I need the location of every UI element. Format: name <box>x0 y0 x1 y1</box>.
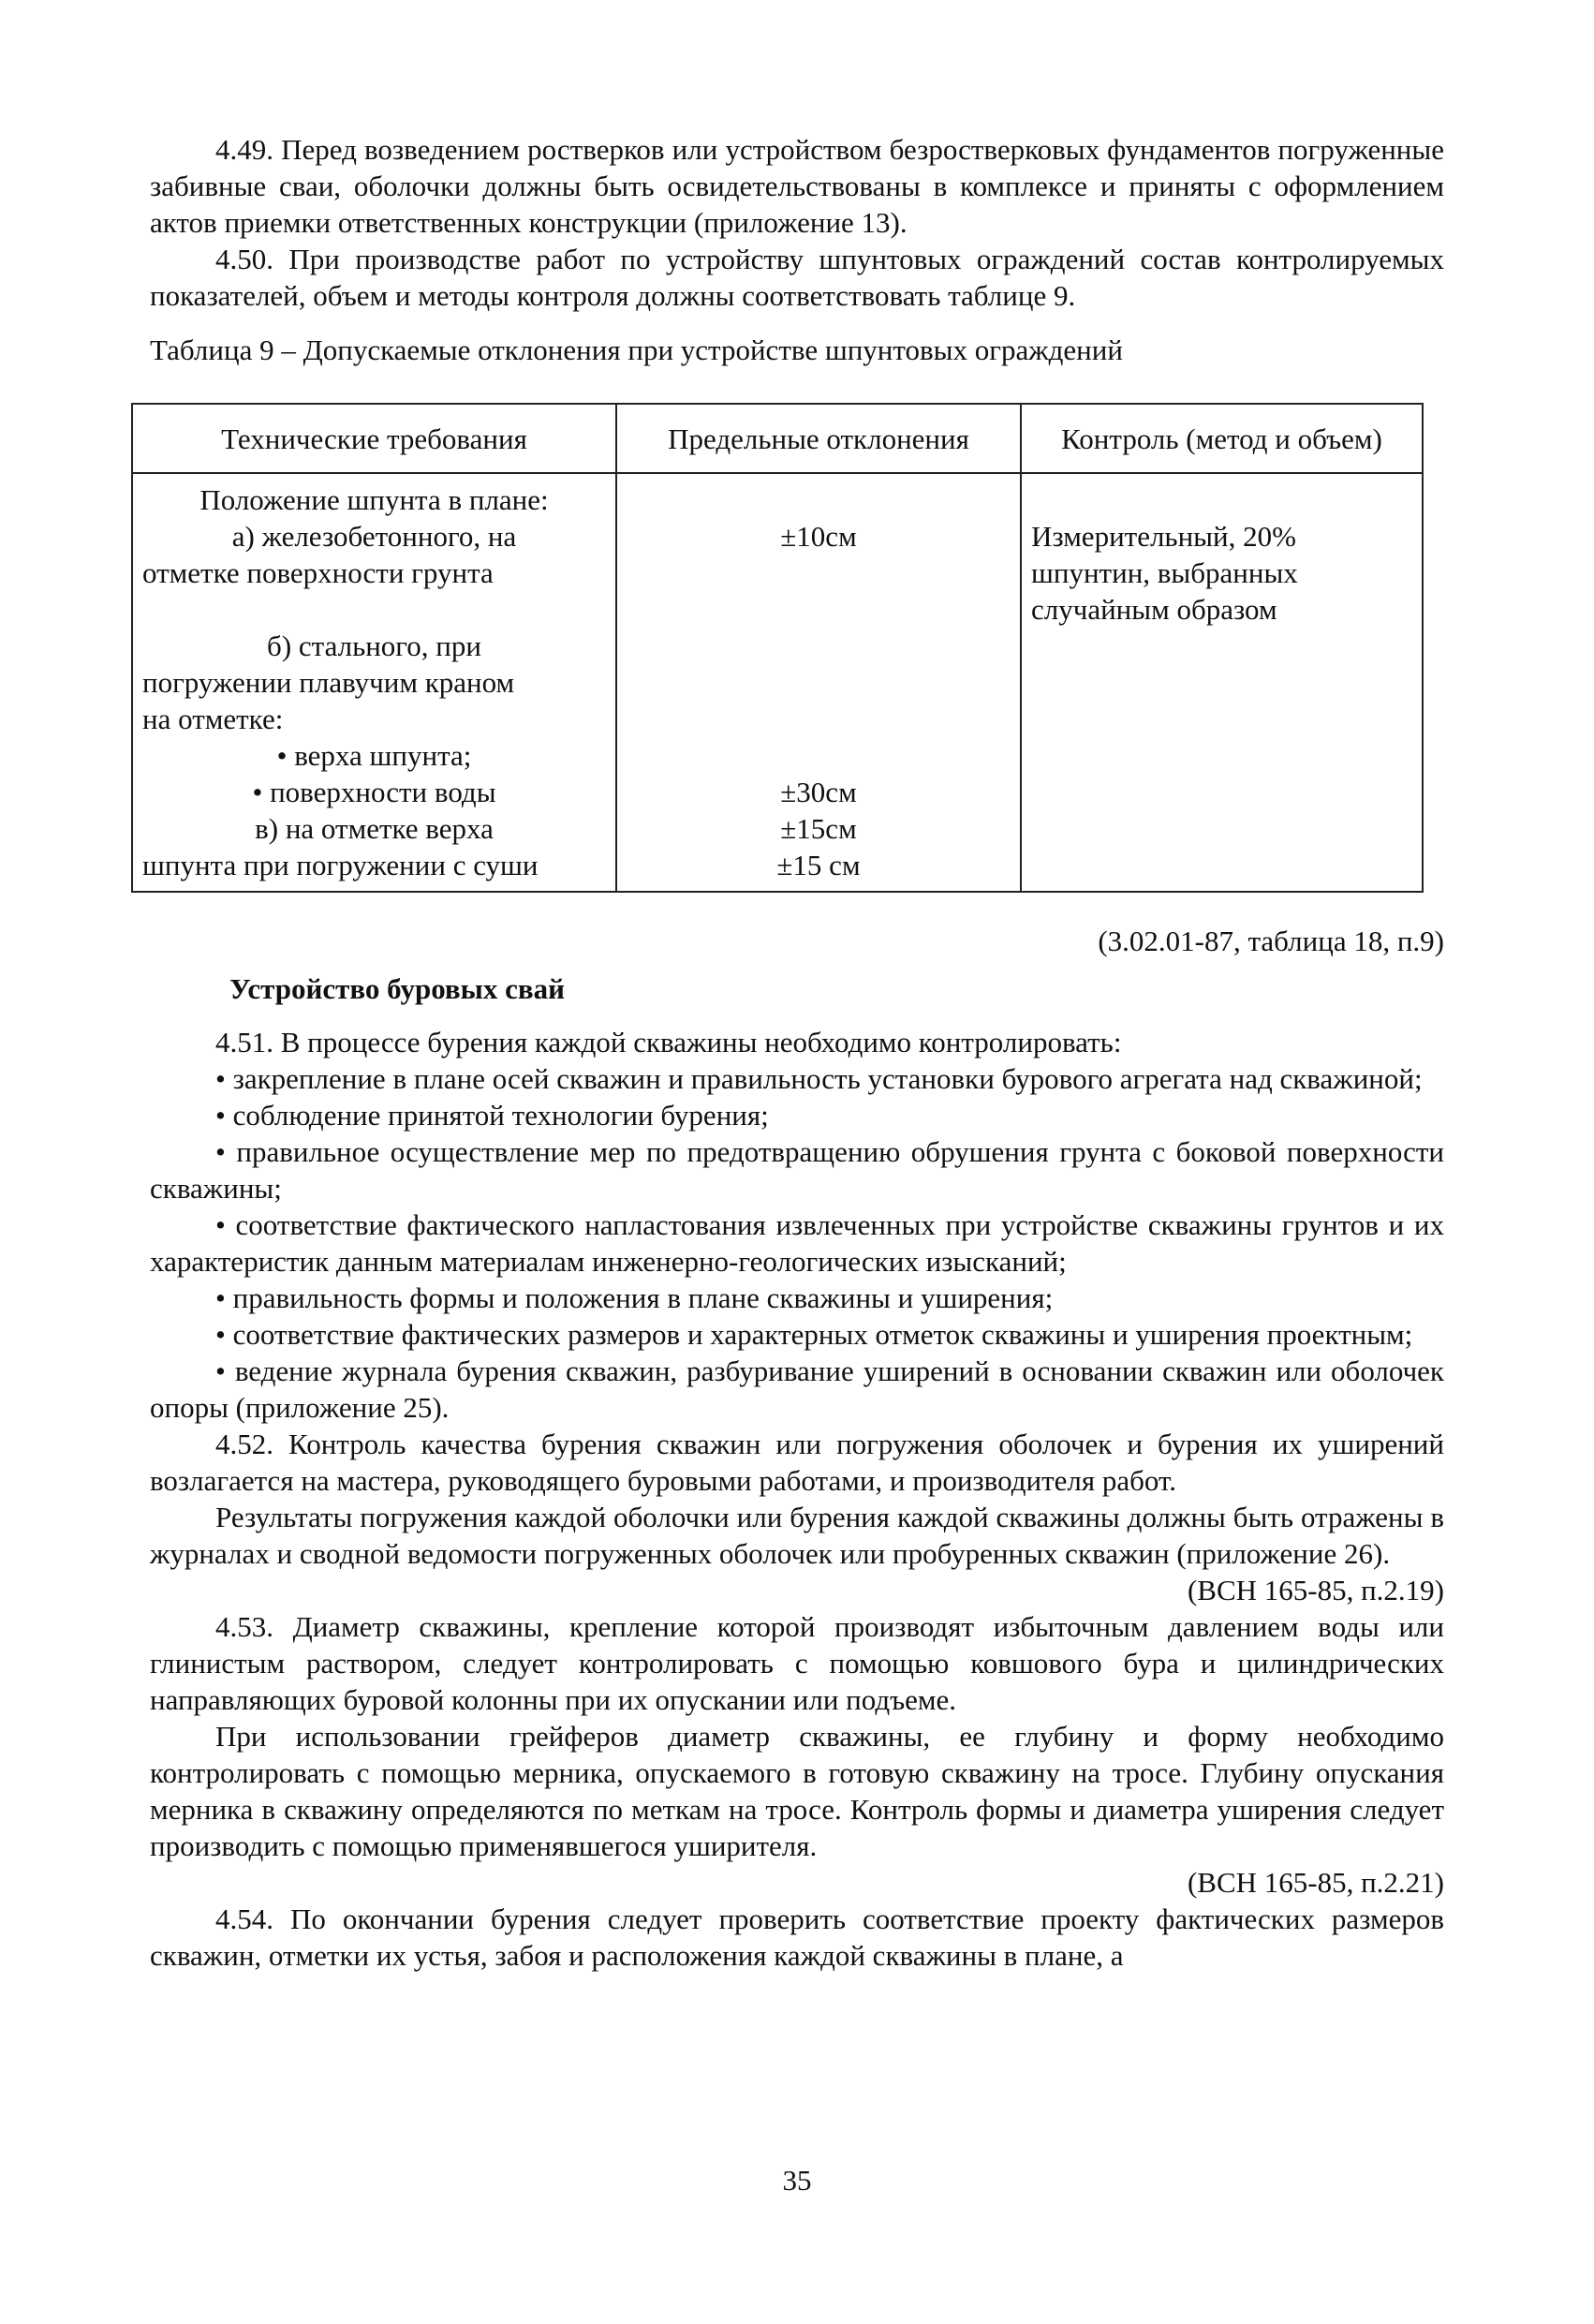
tolerance-table <box>131 403 1424 893</box>
section-4-51-4-54 <box>150 1024 1444 1974</box>
req-line: отметке поверхности грунта <box>142 556 494 589</box>
req-line: в) на отметке верха <box>255 812 494 845</box>
control-line: шпунтин, выбранных <box>1031 556 1298 589</box>
control-line: Измерительный, 20% <box>1031 520 1296 553</box>
paragraph-4-53: 4.53. Диаметр скважины, крепление которой производят избыточным давлением воды или глинистым раствором, следует контролировать с помощью ковшового бура и цилиндрических направляющих буровой колонны при их опускании или подъеме. <box>150 1610 1444 1716</box>
header-max-deviations: Предельные отклонения <box>616 404 1021 473</box>
spacer <box>142 591 606 628</box>
control-line: случайным образом <box>1031 593 1277 626</box>
paragraph-4-54: 4.54. По окончании бурения следует проверить соответствие проекту фактических размеров скважин, отметки их устья, забоя и расположения каждой скважины в плане, а <box>150 1902 1444 1972</box>
req-line: погружении плавучим краном <box>142 666 515 699</box>
bullet-item: • соответствие фактического напластования извлеченных при устройстве скважины грунтов и их характеристик данным материалам инженерно-геологических изысканий; <box>150 1206 1444 1280</box>
cell-control <box>1021 473 1423 892</box>
paragraph-4-49: 4.49. Перед возведением ростверков или устройством безростверковых фундаментов погруженные забивные сваи, оболочки должны быть освидетельствованы в комплексе и приняты с оформлением актов приемки ответственных конструкции (приложение 13). <box>150 133 1444 239</box>
spacer <box>627 481 1011 518</box>
spacer <box>1031 481 1412 518</box>
spacer <box>627 555 1011 774</box>
table-row <box>132 473 1423 892</box>
deviation-value: ±30см <box>780 776 857 808</box>
table-caption: Таблица 9 – Допускаемые отклонения при устройстве шпунтовых ограждений <box>150 333 1123 366</box>
paragraph-4-51: 4.51. В процессе бурения каждой скважины необходимо контролировать: <box>215 1026 1122 1058</box>
header-technical-requirements: Технические требования <box>132 404 616 473</box>
reference-1-block <box>150 923 1444 959</box>
table-header-row <box>132 404 1423 473</box>
deviation-value: ±15см <box>780 812 857 845</box>
deviation-value: ±10см <box>780 520 857 553</box>
cell-requirements <box>132 473 616 892</box>
req-line: б) стального, при <box>267 629 481 662</box>
bullet-item: • ведение журнала бурения скважин, разбуривание уширений в основании скважин или оболочек опоры (приложение 25). <box>150 1353 1444 1426</box>
req-line: на отметке: <box>142 703 284 735</box>
reference-2: (ВСН 165-85, п.2.19) <box>1187 1574 1444 1606</box>
reference-3: (ВСН 165-85, п.2.21) <box>1187 1866 1444 1899</box>
bullet-item: • соблюдение принятой технологии бурения; <box>150 1097 1444 1133</box>
req-line: шпунта при погружении с суши <box>142 849 539 881</box>
req-line: Положение шпунта в плане: <box>199 483 549 516</box>
req-bullet: • верха шпунта; <box>142 737 606 774</box>
section-heading: Устройство буровых свай <box>229 972 565 1005</box>
paragraph-4-53-grab: При использовании грейферов диаметр скважины, ее глубину и форму необходимо контролировать с помощью мерника, опускаемого в готовую скважину на тросе. Глубину опускания мерника в скважину определяются по меткам на тросе. Контроль формы и диаметра уширения следует производить с помощью применявшегося уширителя. <box>150 1720 1444 1862</box>
paragraph-4-52-results: Результаты погружения каждой оболочки или бурения каждой скважины должны быть отражены в журналах и сводной ведомости погруженных оболочек или пробуренных скважин (приложение 26). <box>150 1501 1444 1570</box>
paragraph-4-50: 4.50. При производстве работ по устройству шпунтовых ограждений состав контролируемых показателей, объем и методы контроля должны соответствовать таблице 9. <box>150 243 1444 312</box>
paragraph-4-52: 4.52. Контроль качества бурения скважин или погружения оболочек и бурения их уширений возлагается на мастера, руководящего буровыми работами, и производителя работ. <box>150 1428 1444 1497</box>
bullet-item: • правильность формы и положения в плане скважины и уширения; <box>150 1280 1444 1316</box>
bullet-item: • правильное осуществление мер по предотвращению обрушения грунта с боковой поверхности скважины; <box>150 1133 1444 1206</box>
req-line: а) железобетонного, на <box>231 520 517 553</box>
req-bullet: • поверхности воды <box>142 774 606 810</box>
cell-deviations <box>616 473 1021 892</box>
header-control-method: Контроль (метод и объем) <box>1021 404 1423 473</box>
reference-1: (3.02.01-87, таблица 18, п.9) <box>1098 925 1444 957</box>
bullet-item: • соответствие фактических размеров и характерных отметок скважины и уширения проектным; <box>150 1316 1444 1353</box>
page-number: 35 <box>782 2164 812 2197</box>
section-4-49-4-50 <box>150 131 1444 314</box>
deviation-value: ±15 см <box>776 849 861 881</box>
bullet-item: • закрепление в плане осей скважин и правильность установки бурового агрегата над скважиной; <box>150 1060 1444 1097</box>
